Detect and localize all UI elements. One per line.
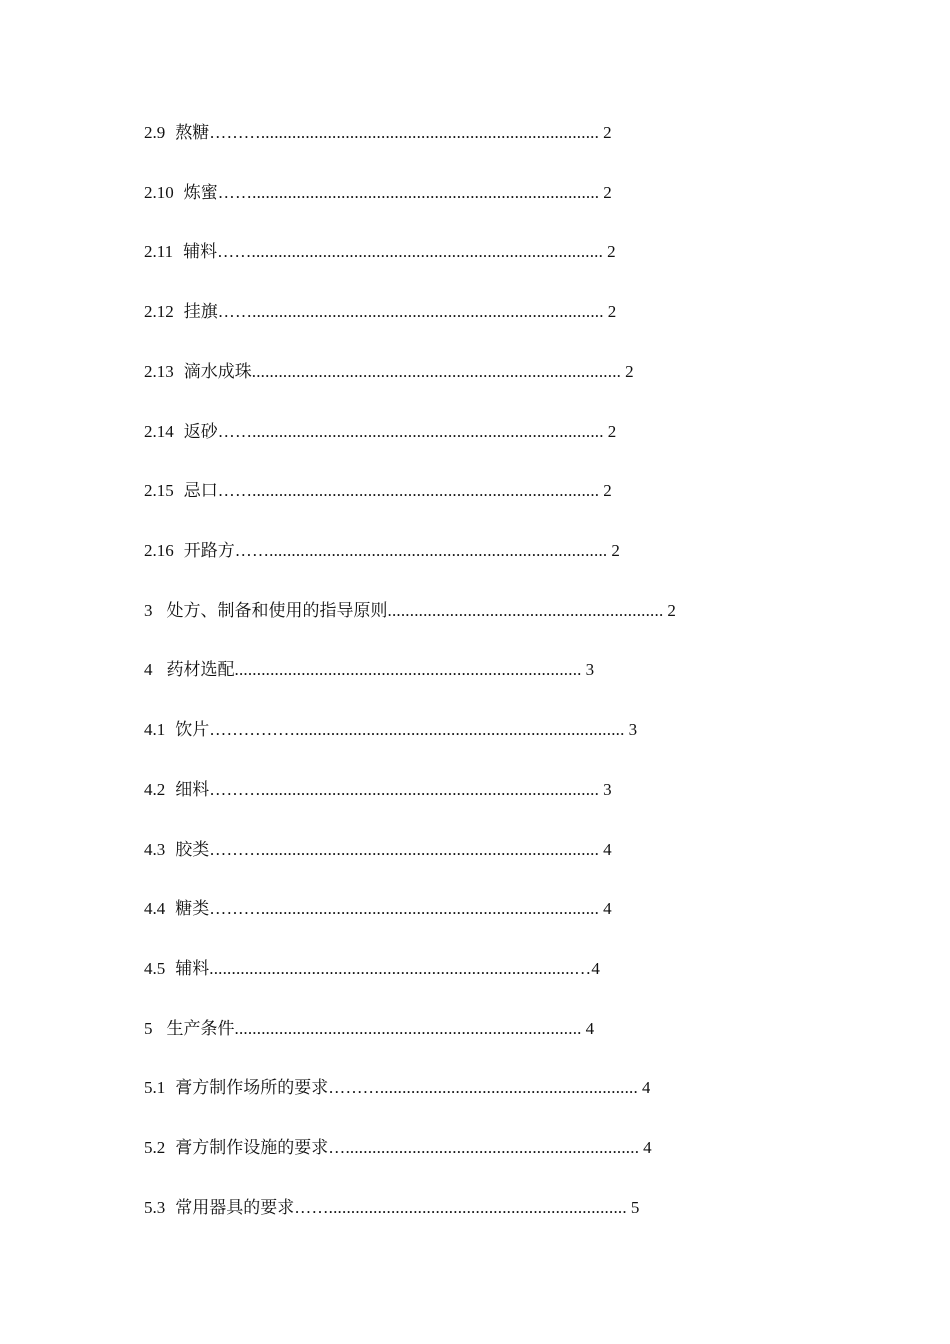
toc-page-number: 5 xyxy=(630,1198,640,1217)
toc-entry-4-2 xyxy=(144,778,612,802)
toc-page-number: 2 xyxy=(607,242,616,261)
toc-title: 膏方制作设施的要求 xyxy=(175,1138,329,1157)
toc-entry-4-4 xyxy=(144,897,612,921)
toc-title: 膏方制作场所的要求 xyxy=(175,1078,329,1097)
toc-leader: ……............................................................................... xyxy=(217,302,604,321)
toc-page-number: 2 xyxy=(603,183,612,202)
toc-entry-4 xyxy=(144,658,594,682)
toc-page-number: 2 xyxy=(607,302,617,321)
toc-leader: .............................................................. xyxy=(387,601,664,620)
toc-number: 2.12 xyxy=(144,302,174,321)
toc-title: 挂旗 xyxy=(183,302,218,321)
toc-entry-2-12 xyxy=(144,300,616,324)
toc-number: 2.10 xyxy=(144,183,174,202)
toc-number: 5 xyxy=(144,1019,153,1038)
toc-number: 2.9 xyxy=(144,123,166,142)
toc-number: 4 xyxy=(144,660,153,679)
toc-number: 3 xyxy=(144,601,153,620)
toc-page-number: 2 xyxy=(603,123,612,142)
toc-leader: ………............................................................................ xyxy=(209,840,600,859)
toc-leader: ……............................................................................... xyxy=(217,242,604,261)
toc-entry-5-2 xyxy=(144,1136,652,1160)
toc-leader: ..................................................................................… xyxy=(209,959,592,978)
toc-number: 5.2 xyxy=(144,1138,166,1157)
toc-leader: .............................................................................. xyxy=(234,660,582,679)
toc-number: 2.11 xyxy=(144,242,174,261)
toc-number: 2.15 xyxy=(144,481,174,500)
toc-title: 药材选配 xyxy=(166,660,235,679)
toc-entry-2-14 xyxy=(144,420,616,444)
toc-title: 熬糖 xyxy=(175,123,210,142)
toc-entry-2-13 xyxy=(144,360,634,384)
toc-leader: …….............................................................................. xyxy=(217,183,600,202)
toc-leader: ….................................................................. xyxy=(328,1138,640,1157)
toc-number: 5.3 xyxy=(144,1198,166,1217)
toc-leader: …….............................................................................. xyxy=(217,481,600,500)
toc-page-number: 4 xyxy=(643,1138,652,1157)
toc-title: 饮片 xyxy=(175,720,210,739)
toc-number: 5.1 xyxy=(144,1078,166,1097)
toc-entry-2-16 xyxy=(144,539,620,563)
toc-number: 4.1 xyxy=(144,720,166,739)
toc-leader: ………............................................................................ xyxy=(209,899,600,918)
toc-leader: ……............................................................................ xyxy=(234,541,608,560)
toc-number: 2.16 xyxy=(144,541,174,560)
toc-page-number: 3 xyxy=(603,780,612,799)
toc-page-number: 3 xyxy=(585,660,595,679)
toc-leader: ……….......................................................... xyxy=(328,1078,638,1097)
toc-leader: …………….......................................................................... xyxy=(209,720,625,739)
toc-leader: ………............................................................................ xyxy=(209,780,600,799)
toc-page-number: 2 xyxy=(607,422,617,441)
toc-title: 糖类 xyxy=(175,899,210,918)
toc-leader: ……................................................................... xyxy=(294,1198,627,1217)
toc-title: 滴水成珠 xyxy=(183,362,252,381)
toc-entry-4-3 xyxy=(144,838,612,862)
toc-number: 2.13 xyxy=(144,362,174,381)
toc-number: 4.2 xyxy=(144,780,166,799)
toc-title: 炼蜜 xyxy=(183,183,218,202)
toc-entry-5-3 xyxy=(144,1196,639,1220)
toc-page-number: 2 xyxy=(611,541,620,560)
toc-leader: ………............................................................................ xyxy=(209,123,600,142)
toc-page-number: 3 xyxy=(628,720,638,739)
toc-page-number: 4 xyxy=(603,899,612,918)
toc-page-number: 4 xyxy=(585,1019,595,1038)
toc-entry-4-5 xyxy=(144,957,600,981)
toc-entry-5 xyxy=(144,1017,594,1041)
toc-entry-2-15 xyxy=(144,479,612,503)
toc-leader: ……............................................................................... xyxy=(217,422,604,441)
toc-entry-2-10 xyxy=(144,181,612,205)
toc-number: 4.5 xyxy=(144,959,166,978)
toc-title: 忌口 xyxy=(183,481,218,500)
toc-page-number: 4 xyxy=(591,959,600,978)
toc-leader: ................................................................................... xyxy=(251,362,622,381)
toc-number: 4.3 xyxy=(144,840,166,859)
toc-title: 处方、制备和使用的指导原则 xyxy=(166,601,388,620)
toc-number: 2.14 xyxy=(144,422,174,441)
toc-entry-2-9 xyxy=(144,121,612,145)
toc-page-number: 4 xyxy=(603,840,612,859)
toc-title: 胶类 xyxy=(175,840,210,859)
toc-page-number: 2 xyxy=(667,601,676,620)
toc-title: 返砂 xyxy=(183,422,218,441)
toc-leader: .............................................................................. xyxy=(234,1019,582,1038)
toc-entry-2-11 xyxy=(144,240,616,264)
toc-title: 生产条件 xyxy=(166,1019,235,1038)
toc-title: 开路方 xyxy=(183,541,235,560)
toc-title: 辅料 xyxy=(175,959,210,978)
toc-entry-5-1 xyxy=(144,1076,650,1100)
toc-title: 辅料 xyxy=(183,242,218,261)
toc-entry-4-1 xyxy=(144,718,637,742)
toc-page-number: 4 xyxy=(641,1078,651,1097)
toc-entry-3 xyxy=(144,599,676,623)
toc-number: 4.4 xyxy=(144,899,166,918)
toc-title: 常用器具的要求 xyxy=(175,1198,295,1217)
toc-page-number: 2 xyxy=(603,481,612,500)
toc-page-number: 2 xyxy=(625,362,634,381)
toc-title: 细料 xyxy=(175,780,210,799)
